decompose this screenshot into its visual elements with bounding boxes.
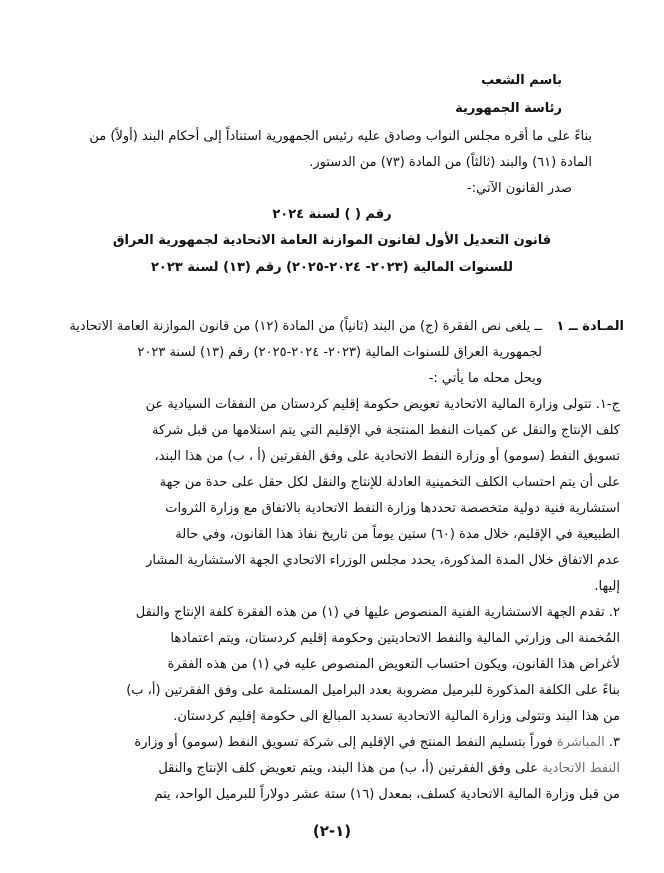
law-title-line-2: للسنوات المالية (٢٠٢٣- ٢٠٢٤-٢٠٢٥) رقم (١٣) لسنة ٢٠٢٣ xyxy=(150,260,514,275)
item-2-line: بناءً على الكلفة المذكورة للبرميل مضروبة بعدد البراميل المستلمة على وفق الفقرتين (أ، ب) xyxy=(126,683,620,698)
item-2-line: المُخمنة الى وزارتي المالية والنفط الاتحاديتين وحكومة إقليم كردستان، ويتم اعتمادها xyxy=(170,631,620,646)
item-3-prefix: ٣. xyxy=(604,735,620,750)
item-3-line-1-rest: فوراً بتسليم النفط المنتج في الإقليم إلى شركة تسويق النفط (سومو) أو وزارة xyxy=(134,735,557,750)
item-3-line-2-rest: على وفق الفقرتين (أ، ب) من هذا البند، ويتم تعويض كلف الإنتاج والنقل xyxy=(158,761,543,776)
item-c1-line: تسويق النفط (سومو) أو وزارة النفط الاتحادية على وفق الفقرتين (أ ، ب) من هذا البند، xyxy=(154,449,620,464)
header-in-name-of-people: باسم الشعب xyxy=(481,73,562,88)
item-c1-line: الطبيعية في الإقليم، خلال مدة (٦٠) ستين يوماً من تاريخ نفاذ هذا القانون، وفي حالة xyxy=(175,527,620,542)
item-c1-line: ج-١. تتولى وزارة المالية الاتحادية تعويض حكومة إقليم كردستان من النفقات السيادية عن xyxy=(145,397,620,412)
item-3-line-1 xyxy=(134,734,620,752)
article-line-3: ويحل محله ما يأتي :- xyxy=(428,371,542,386)
item-3-gray-word: المباشرة xyxy=(556,735,605,750)
item-c1-line: كلف الإنتاج والنقل عن كميات النفط المنتجة في الإقليم التي يتم استلامها من قبل شركة xyxy=(152,423,620,438)
item-3-gray-phrase: النفط الاتحادية xyxy=(542,761,620,776)
item-2-line: لأغراض هذا القانون، ويكون احتساب التعويض المنصوص عليه في (١) من هذه الفقرة xyxy=(167,657,620,672)
preamble-line-1: بناءً على ما أقره مجلس النواب وصادق عليه رئيس الجمهورية استناداً إلى أحكام البند (أولاً) من xyxy=(89,129,592,144)
law-title-line-1: قانون التعديل الأول لقانون الموازنة العامة الاتحادية لجمهورية العراق xyxy=(112,233,552,248)
item-2-line: من هذا البند وتتولى وزارة المالية الاتحادية تسديد المبالغ الى حكومة إقليم كردستان. xyxy=(173,709,620,724)
item-c1-line: استشارية فنية دولية متخصصة تحددها وزارة النفط الاتحادية بالاتفاق مع وزارة الثروات xyxy=(165,501,620,516)
article-heading: المـادة ــ ١ xyxy=(556,319,624,334)
preamble-line-3: صدر القانون الآتي:- xyxy=(467,181,572,196)
item-c1-line: إليها. xyxy=(594,579,620,594)
item-c1-line: عدم الاتفاق خلال المدة المذكورة، يحدد مجلس الوزراء الاتحادي الجهة الاستشارية المشار xyxy=(146,553,620,568)
law-number: رقم ( ) لسنة ٢٠٢٤ xyxy=(272,207,392,222)
item-c1-line: على أن يتم احتساب الكلف التخمينية العادلة للإنتاج والنقل لكل حقل على حدة من جهة xyxy=(159,475,620,490)
header-presidency: رئاسة الجمهورية xyxy=(455,101,562,116)
item-2-line: ٢. تقدم الجهة الاستشارية الفنية المنصوص عليها في (١) من هذه الفقرة كلفة الإنتاج والنقل xyxy=(135,605,620,620)
preamble-line-2: المادة (٦١) والبند (ثالثاً) من المادة (٧٣) من الدستور. xyxy=(309,155,592,170)
item-3-line-2 xyxy=(158,760,620,778)
page-number: (١-٢) xyxy=(312,822,352,840)
item-3-line-3: من قبل وزارة المالية الاتحادية كسلف، بمعدل (١٦) ستة عشر دولاراً للبرميل الواحد، يتم xyxy=(154,787,620,802)
article-line-1: ــ يلغى نص الفقرة (ج) من البند (ثانياً) من المادة (١٢) من قانون الموازنة العامة الاتحادية xyxy=(69,319,542,334)
article-line-2: لجمهورية العراق للسنوات المالية (٢٠٢٣- ٢٠٢٤-٢٠٢٥) رقم (١٣) لسنة ٢٠٢٣ xyxy=(137,345,542,360)
